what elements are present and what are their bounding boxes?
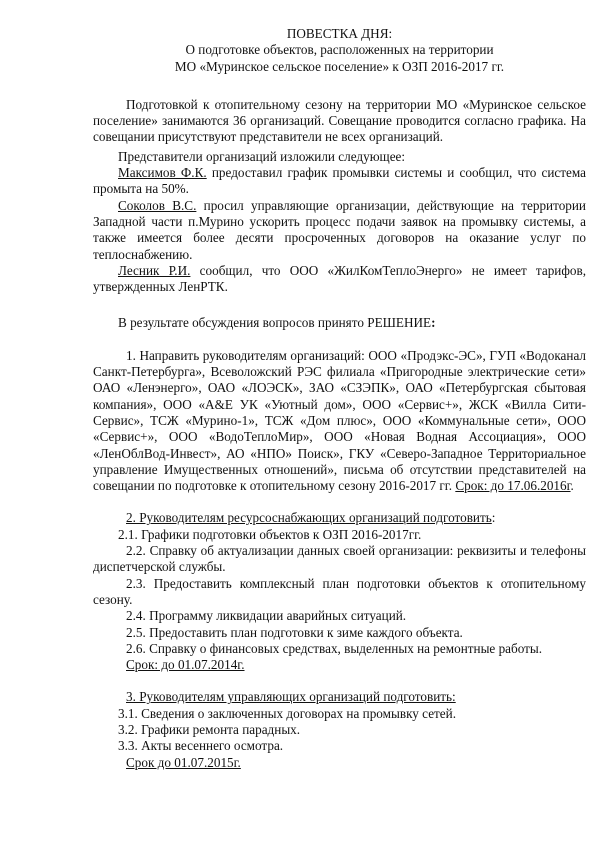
item1-text: 1. Направить руководителям организаций: ООО «Продэкс-ЭС», ГУП «Водоканал Санкт-Петербурга», Всеволожский РЭС филиала «Пригородные электрические сети» ОАО «Ленэнерго», ОАО «ЛОЭСК», ЗАО «СЗЭПК», ОАО «Петербургская сбытовая компания», ООО «А&Е УК «Уютный дом», ООО «Сервис+», ЖСК «Вилла Сити-Сервис», ТСЖ «Мурино-1», ТСЖ «Дом плюс», ООО «Коммунальные сети», ООО «Сервис+», ООО «ВодоТеплоМир», ООО «Новая Водная Ассоциация», ООО «ЛенОблВод-Инвест», АО «НПО» Поиск», ГКУ «Северо-Западное Территориальное управление Имущественных отношений», письма об отсутствии представителей на совещании по подготовке к отопительному сезону 2016-2017 гг. <box>93 347 586 494</box>
item2-sub-3: 2.3. Предоставить комплексный план подготовки объектов к отопительному сезону. <box>93 575 586 607</box>
item2-sub-6: 2.6. Справку о финансовых средствах, выделенных на ремонтные работы. <box>126 640 543 656</box>
speaker-text-1: предоставил график промывки системы и сообщил, что система промыта на 50%. <box>93 165 586 197</box>
item1-end: . <box>570 478 574 494</box>
speaker-name-2: Соколов В.С. <box>118 197 197 213</box>
item2-deadline-row <box>93 657 586 673</box>
speaker-name-1: Максимов Ф.К. <box>118 165 207 181</box>
item2-heading <box>93 510 586 526</box>
agenda-subtitle-line2: МО «Муринское сельское поселение» к ОЗП 2016-2017 гг. <box>174 58 505 74</box>
agenda-title: ПОВЕСТКА ДНЯ: <box>286 26 393 41</box>
decision-line <box>93 315 586 331</box>
speaker-paragraph-3 <box>93 263 586 296</box>
speaker-paragraph-1 <box>93 165 586 198</box>
intro-statement: Представители организаций изложили следующее: <box>118 148 406 164</box>
decision-word: РЕШЕНИЕ <box>367 315 432 331</box>
item3-deadline-row <box>93 755 586 771</box>
item3-sub-1: 3.1. Сведения о заключенных договорах на промывку сетей. <box>118 705 457 721</box>
speaker-text-3: сообщил, что ООО «ЖилКомТеплоЭнерго» не имеет тарифов, утвержденных ЛенРТК. <box>93 262 587 295</box>
item2-heading-text: 2. Руководителям ресурсоснабжающих организаций подготовить <box>126 510 492 526</box>
item2-sub-5: 2.5. Предоставить план подготовки к зиме каждого объекта. <box>126 624 463 640</box>
item3-deadline: Срок до 01.07.2015г. <box>126 754 241 770</box>
decision-item-1 <box>93 348 586 495</box>
item2-sub-1: 2.1. Графики подготовки объектов к ОЗП 2016-2017гг. <box>118 526 422 542</box>
decision-colon: : <box>431 315 436 331</box>
item3-sub-3: 3.3. Акты весеннего осмотра. <box>118 738 284 754</box>
decision-lead: В результате обсуждения вопросов принято <box>118 315 368 331</box>
intro-paragraph: Подготовкой к отопительному сезону на территории МО «Муринское сельское поселение» занимаются 36 организаций. Совещание проводится согласно графика. На совещании присутствуют представители не всех организаций. <box>93 96 586 145</box>
item1-deadline: Срок: до 17.06.2016г <box>455 478 571 494</box>
agenda-subtitle-line1: О подготовке объектов, расположенных на территории <box>185 42 494 58</box>
item3-heading <box>93 689 586 705</box>
speaker-text-2: просил управляющие организации, действующие на территории Западной части п.Мурино ускорить процесс подачи заявок на промывку системы, а также имеется более десяти просроченных договоров на оказание услуг по теплоснабжению. <box>93 197 586 262</box>
speaker-name-3: Лесник Р.И. <box>118 262 191 278</box>
document-body <box>93 26 586 771</box>
item2-sub-4: 2.4. Программу ликвидации аварийных ситуаций. <box>126 608 407 624</box>
item2-sub-2: 2.2. Справку об актуализации данных своей организации: реквизиты и телефоны диспетчерской службы. <box>93 543 586 575</box>
item2-deadline: Срок: до 01.07.2014г. <box>126 657 245 673</box>
item3-heading-text: 3. Руководителям управляющих организаций подготовить: <box>126 689 456 705</box>
speaker-paragraph-2 <box>93 198 586 263</box>
item2-heading-colon: : <box>491 510 496 526</box>
item3-sub-2: 3.2. Графики ремонта парадных. <box>118 721 301 737</box>
